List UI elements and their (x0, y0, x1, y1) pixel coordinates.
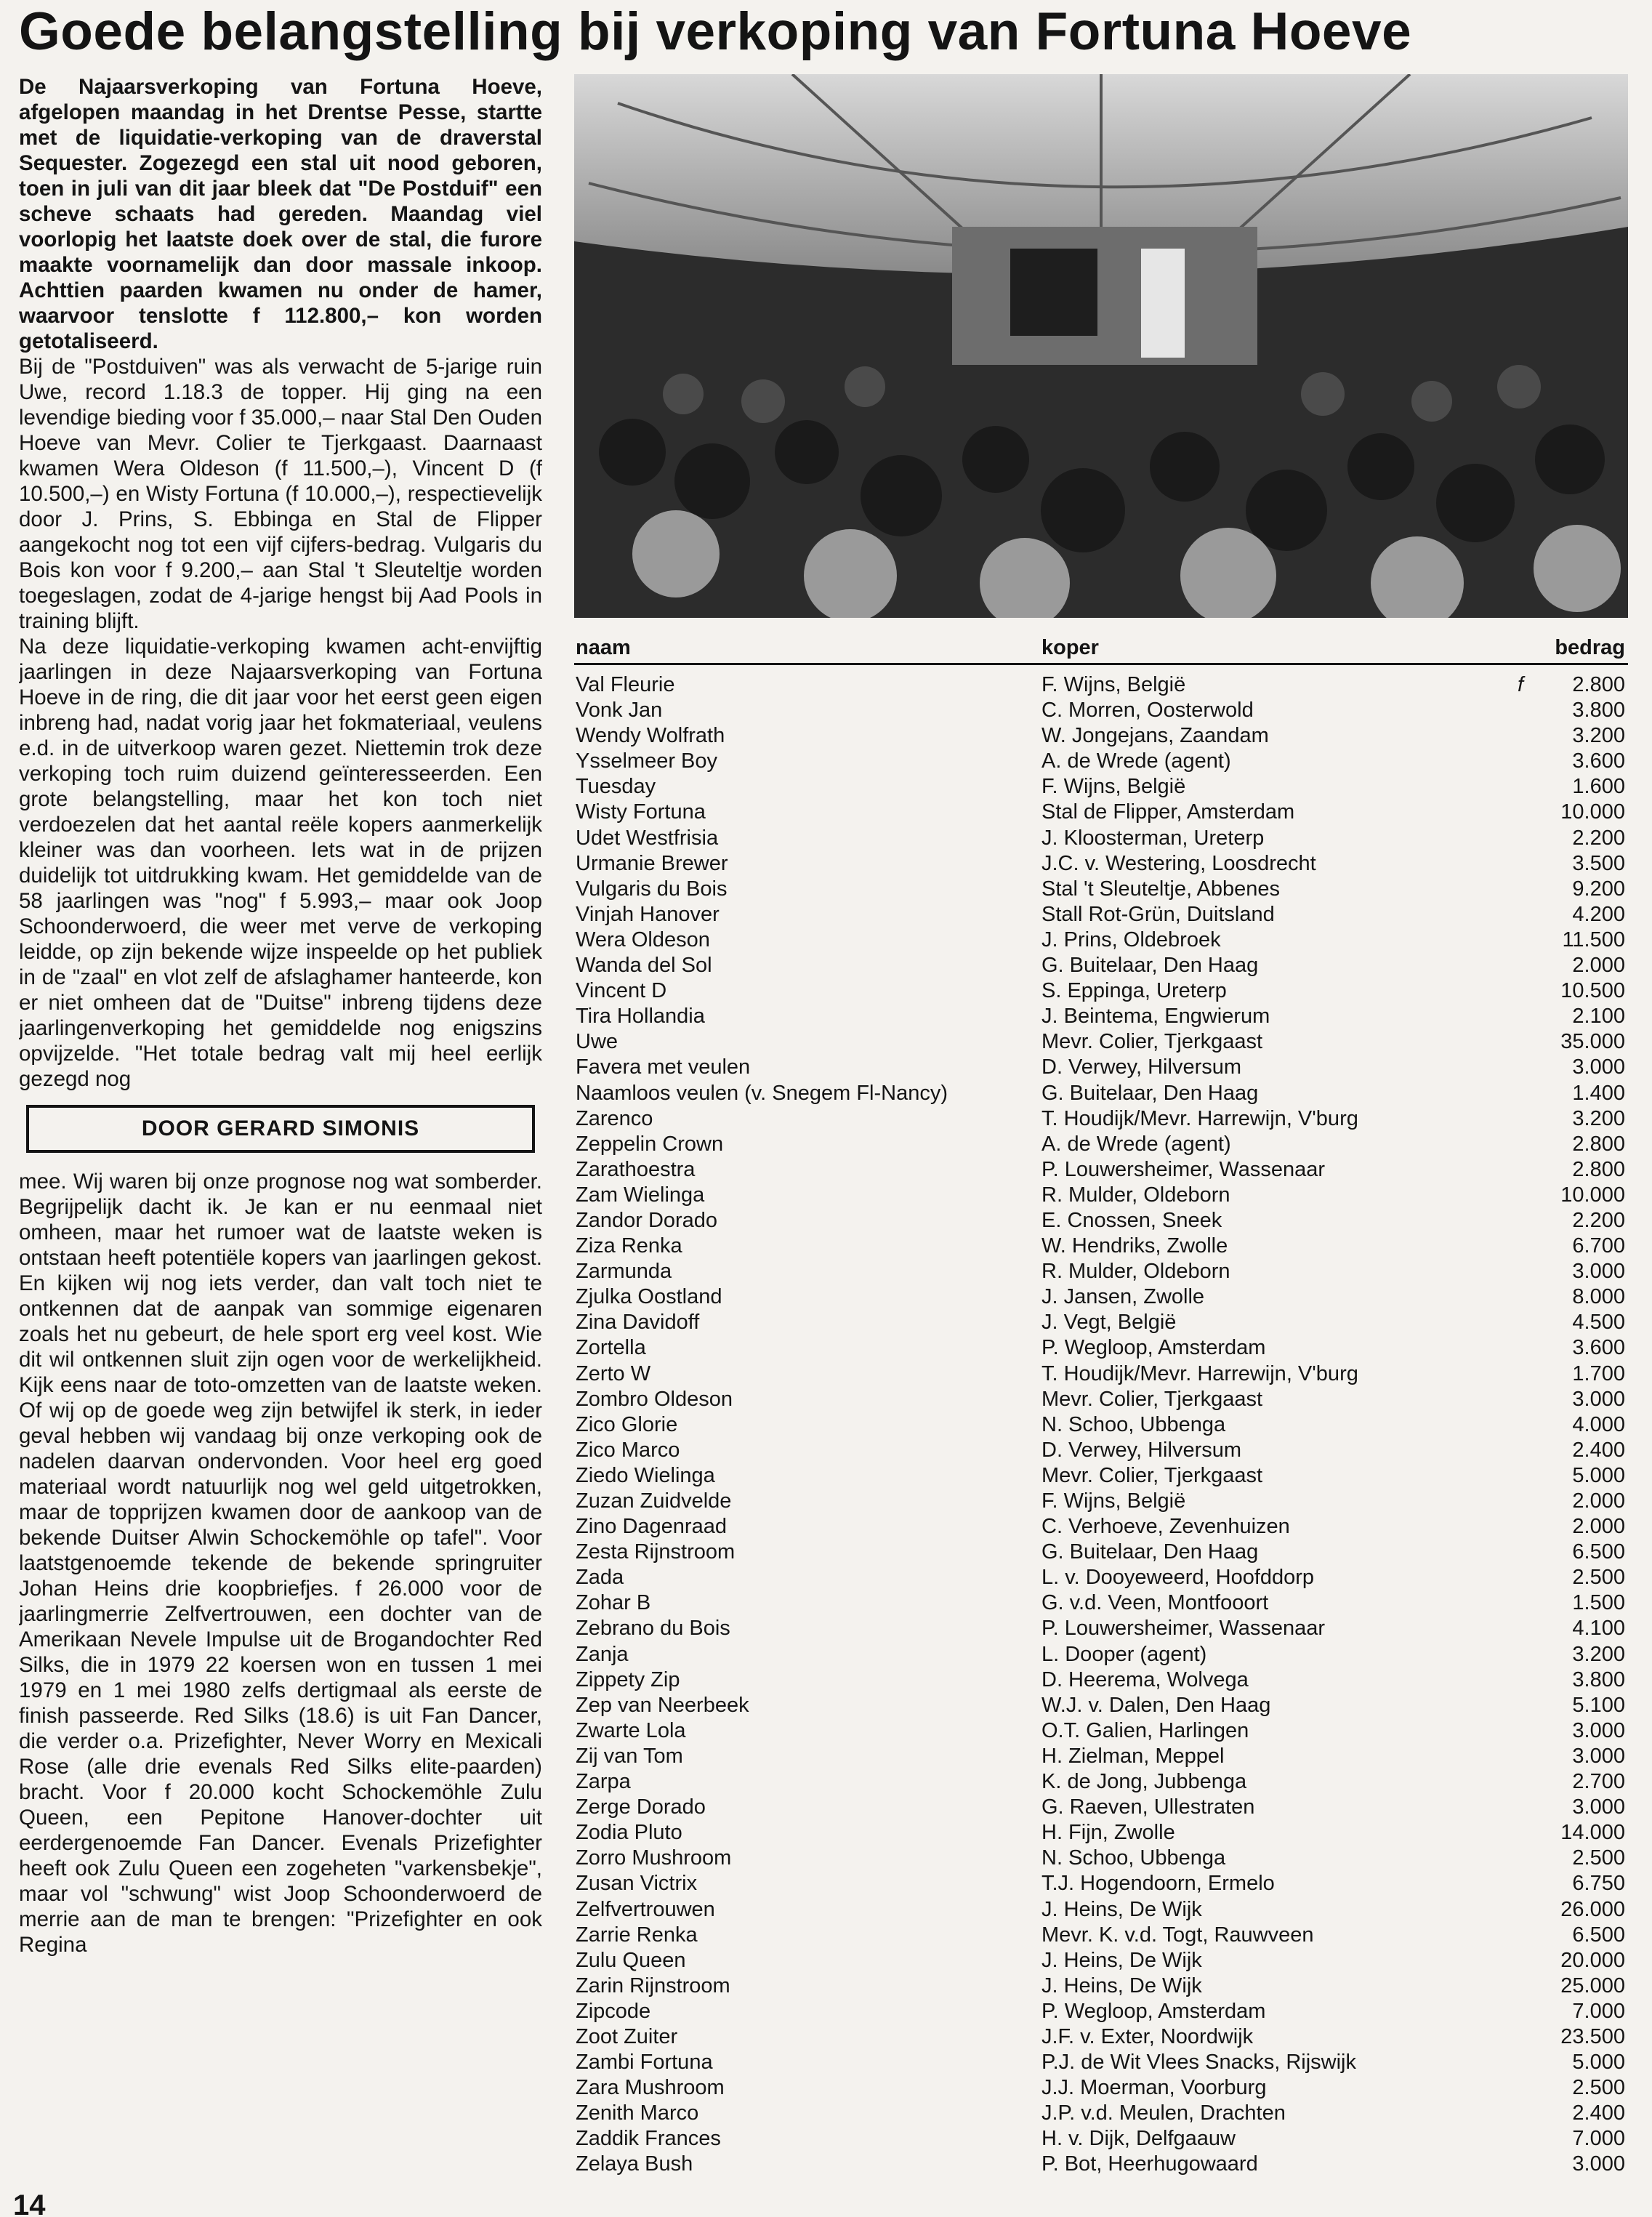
sale-amount: 2.400 (1572, 1438, 1625, 1462)
table-row (574, 1284, 1628, 1310)
horse-name: Zada (576, 1566, 624, 1590)
table-row (574, 2152, 1628, 2177)
sale-amount: 2.800 (1572, 1132, 1625, 1156)
table-row (574, 1387, 1628, 1412)
buyer-name: H. v. Dijk, Delfgaauw (1041, 2127, 1236, 2151)
horse-name: Val Fleurie (576, 673, 675, 696)
sale-amount: 6.500 (1572, 1540, 1625, 1564)
buyer-name: T. Houdijk/Mevr. Harrewijn, V'burg (1041, 1106, 1358, 1130)
buyer-name: H. Zielman, Meppel (1041, 1744, 1225, 1768)
page-number: 14 (13, 2194, 46, 2217)
sale-amount: 1.700 (1572, 1361, 1625, 1385)
table-row (574, 1183, 1628, 1208)
horse-name: Zohar B (576, 1591, 651, 1615)
buyer-name: J.J. Moerman, Voorburg (1041, 2076, 1267, 2100)
sale-amount: 10.000 (1560, 1183, 1625, 1207)
sale-amount: 2.000 (1572, 954, 1625, 978)
sale-amount: 3.500 (1572, 851, 1625, 875)
body-paragraph-1: Bij de "Postduiven" was als verwacht de 5-jarige ruin Uwe, record 1.18.3 de topper. Hij ging na een levendige bieding voor f 35.000,– naar Stal Den Ouden Hoeve van Mevr. Colier te Tjerkgaast. Daarnaast kwamen Wera Oldeson (f 11.500,–), Vincent D (f 10.500,–) en Wisty Fortuna (f 10.000,–), respectievelijk door J. Prins, S. Ebbinga en Stal de Flipper aangekocht nog tot een vijf cijfers-bedrag. Vulgaris du Bois kon voor f 9.200,– aan Stal 't Sleuteltje worden toegeslagen, zodat de 4-jarige hengst bij Aad Pools in training blijft. (19, 355, 542, 633)
buyer-name: K. de Jong, Jubbenga (1041, 1770, 1247, 1794)
buyer-name: R. Mulder, Oldeborn (1041, 1260, 1230, 1284)
table-row (574, 1616, 1628, 1641)
sale-amount: 4.200 (1572, 902, 1625, 926)
sale-amount: 3.000 (1572, 2152, 1625, 2176)
horse-name: Zerge Dorado (576, 1795, 706, 1819)
sale-amount: 2.700 (1572, 1770, 1625, 1794)
sale-amount: 2.500 (1572, 1846, 1625, 1870)
table-row (574, 1897, 1628, 1923)
buyer-name: G. Buitelaar, Den Haag (1041, 1540, 1259, 1564)
horse-name: Zina Davidoff (576, 1311, 700, 1335)
table-row (574, 1132, 1628, 1157)
sale-amount: 3.200 (1572, 1642, 1625, 1666)
auction-tent-photo (574, 74, 1628, 618)
buyer-name: J.P. v.d. Meulen, Drachten (1041, 2101, 1286, 2125)
buyer-name: J. Prins, Oldebroek (1041, 928, 1221, 951)
table-row (574, 1157, 1628, 1183)
table-row (574, 1310, 1628, 1335)
sale-amount: 14.000 (1560, 1821, 1625, 1845)
article-text-column (19, 74, 542, 2217)
horse-name: Zarathoestra (576, 1157, 696, 1181)
table-row (574, 1795, 1628, 1820)
horse-name: Ziza Renka (576, 1234, 682, 1258)
horse-name: Zuzan Zuidvelde (576, 1489, 732, 1513)
horse-name: Zortella (576, 1336, 646, 1360)
currency-symbol: f (1518, 673, 1524, 696)
table-row (574, 1514, 1628, 1540)
table-row (574, 1412, 1628, 1438)
table-row (574, 1361, 1628, 1387)
buyer-name: P. Wegloop, Amsterdam (1041, 1336, 1266, 1360)
table-row (574, 2101, 1628, 2126)
table-row (574, 1999, 1628, 2024)
table-row (574, 1489, 1628, 1514)
table-row (574, 902, 1628, 928)
horse-name: Zino Dagenraad (576, 1515, 727, 1539)
buyer-name: H. Fijn, Zwolle (1041, 1821, 1175, 1845)
sale-amount: 3.800 (1572, 699, 1625, 723)
buyer-name: J. Jansen, Zwolle (1041, 1285, 1205, 1309)
buyer-name: Stal 't Sleuteltje, Abbenes (1041, 877, 1280, 901)
horse-name: Wanda del Sol (576, 954, 712, 978)
buyer-name: P. Bot, Heerhugowaard (1041, 2152, 1258, 2176)
buyer-name: P.J. de Wit Vlees Snacks, Rijswijk (1041, 2051, 1356, 2075)
sale-amount: 2.200 (1572, 826, 1625, 850)
horse-name: Zarmunda (576, 1260, 672, 1284)
buyer-name: L. v. Dooyeweerd, Hoofddorp (1041, 1566, 1315, 1590)
table-row (574, 1693, 1628, 1718)
buyer-name: D. Verwey, Hilversum (1041, 1438, 1242, 1462)
table-header (574, 632, 1628, 665)
table-row (574, 774, 1628, 800)
buyer-name: F. Wijns, België (1041, 673, 1186, 696)
photo-drawing (574, 74, 1628, 618)
horse-name: Zodia Pluto (576, 1821, 682, 1845)
horse-name: Wera Oldeson (576, 928, 710, 951)
sale-amount: 8.000 (1572, 1285, 1625, 1309)
body-paragraph-2: Na deze liquidatie-verkoping kwamen acht-envijftig jaarlingen in deze Najaarsverkoping van Fortuna Hoeve in de ring, die dit jaar voor het eerst geen eigen inbreng had, nadat vorig jaar het fokmateriaal, veulens e.d. in de uitverkoop waren gezet. Niettemin trok deze verkoping toch ruim duizend geïnteresseerden. Een grote belangstelling, maar het kon toch niet verdoezelen dat het aantal reële kopers aanmerkelijk kleiner was dan voorheen. Iets wat in de prijzen duidelijk tot uitdrukking kwam. Het gemiddelde van de 58 jaarlingen was "nog" f 5.993,– maar ook Joop Schoonderwoerd, die weer met verve de verkoping leidde, op zijn bekende wijze inspeelde op het publiek in de "zaal" en vlot zelf de afslaghamer hanteerde, kon er niet omheen dat de "Duitse" inbreng tijdens deze jaarlingenverkoping het gemiddelde nog enigszins opvijzelde. "Het totale bedrag valt mij heel eerlijk gezegd nog (19, 635, 542, 1091)
table-row (574, 2075, 1628, 2101)
table-row (574, 928, 1628, 953)
table-row (574, 978, 1628, 1004)
headline: Goede belangstelling bij verkoping van Fortuna Hoeve (19, 2, 1412, 61)
horse-name: Zeppelin Crown (576, 1132, 724, 1156)
table-row (574, 1004, 1628, 1029)
table-row (574, 1667, 1628, 1693)
horse-name: Wisty Fortuna (576, 800, 706, 824)
buyer-name: J. Heins, De Wijk (1041, 1973, 1202, 1997)
sale-amount: 2.800 (1572, 1157, 1625, 1181)
table-row (574, 1335, 1628, 1361)
sale-amount: 6.500 (1572, 1923, 1625, 1947)
buyer-name: W. Hendriks, Zwolle (1041, 1234, 1228, 1258)
buyer-name: T.J. Hogendoorn, Ermelo (1041, 1872, 1275, 1896)
table-row (574, 1234, 1628, 1259)
buyer-name: G. Buitelaar, Den Haag (1041, 954, 1259, 978)
sale-amount: 10.000 (1560, 800, 1625, 824)
sale-amount: 5.000 (1572, 2051, 1625, 2075)
buyer-name: N. Schoo, Ubbenga (1041, 1412, 1226, 1436)
sale-amount: 1.400 (1572, 1081, 1625, 1105)
horse-name: Vinjah Hanover (576, 902, 720, 926)
table-row (574, 2024, 1628, 2050)
buyer-name: S. Eppinga, Ureterp (1041, 979, 1227, 1003)
table-row (574, 1744, 1628, 1769)
table-row (574, 1590, 1628, 1616)
buyer-name: Mevr. Colier, Tjerkgaast (1041, 1387, 1263, 1411)
horse-name: Zelaya Bush (576, 2152, 693, 2176)
sale-amount: 11.500 (1562, 928, 1625, 951)
sale-amount: 26.000 (1560, 1897, 1625, 1921)
sale-amount: 1.600 (1572, 775, 1625, 799)
table-row (574, 1565, 1628, 1590)
horse-name: Zerto W (576, 1361, 651, 1385)
horse-name: Zoot Zuiter (576, 2024, 678, 2048)
sale-amount: 23.500 (1560, 2024, 1625, 2048)
horse-name: Zandor Dorado (576, 1208, 718, 1232)
buyer-name: Mevr. K. v.d. Togt, Rauwveen (1041, 1923, 1314, 1947)
table-row (574, 1208, 1628, 1234)
horse-name: Zij van Tom (576, 1744, 683, 1768)
table-row (574, 749, 1628, 774)
buyer-name: E. Cnossen, Sneek (1041, 1208, 1222, 1232)
sale-amount: 20.000 (1560, 1948, 1625, 1972)
buyer-name: A. de Wrede (agent) (1041, 749, 1231, 773)
horse-name: Zico Marco (576, 1438, 680, 1462)
buyer-name: Stall Rot-Grün, Duitsland (1041, 902, 1275, 926)
horse-name: Zara Mushroom (576, 2076, 725, 2100)
table-row (574, 877, 1628, 902)
buyer-name: J.C. v. Westering, Loosdrecht (1041, 851, 1316, 875)
sale-amount: 3.600 (1572, 1336, 1625, 1360)
buyer-name: D. Verwey, Hilversum (1041, 1055, 1242, 1079)
table-row (574, 1029, 1628, 1055)
sale-amount: 4.000 (1572, 1412, 1625, 1436)
buyer-name: P. Wegloop, Amsterdam (1041, 1999, 1266, 2023)
table-row (574, 1846, 1628, 1871)
sale-amount: 5.000 (1572, 1463, 1625, 1487)
horse-name: Zusan Victrix (576, 1872, 698, 1896)
table-row (574, 723, 1628, 749)
sale-amount: 6.750 (1572, 1872, 1625, 1896)
sale-amount: 2.200 (1572, 1208, 1625, 1232)
horse-name: Zwarte Lola (576, 1718, 686, 1742)
byline-box: DOOR GERARD SIMONIS (26, 1105, 535, 1153)
buyer-name: J. Vegt, België (1041, 1311, 1177, 1335)
horse-name: Ysselmeer Boy (576, 749, 718, 773)
sale-amount: 2.800 (1572, 673, 1625, 696)
sale-amount: 25.000 (1560, 1973, 1625, 1997)
sale-amount: 3.000 (1572, 1744, 1625, 1768)
table-row (574, 953, 1628, 978)
sale-amount: 10.500 (1560, 979, 1625, 1003)
horse-name: Zipcode (576, 1999, 651, 2023)
table-row (574, 851, 1628, 877)
horse-name: Zippety Zip (576, 1667, 680, 1691)
horse-name: Zarpa (576, 1770, 631, 1794)
column-header-koper: koper (1041, 636, 1099, 659)
horse-name: Vulgaris du Bois (576, 877, 728, 901)
buyer-name: T. Houdijk/Mevr. Harrewijn, V'burg (1041, 1361, 1358, 1385)
buyer-name: P. Louwersheimer, Wassenaar (1041, 1157, 1326, 1181)
buyer-name: W. Jongejans, Zaandam (1041, 724, 1269, 748)
column-header-bedrag: bedrag (1555, 636, 1625, 659)
table-row (574, 698, 1628, 723)
table-row (574, 1820, 1628, 1846)
horse-name: Zanja (576, 1642, 629, 1666)
sale-amount: 3.600 (1572, 749, 1625, 773)
horse-name: Udet Westfrisia (576, 826, 719, 850)
buyer-name: C. Verhoeve, Zevenhuizen (1041, 1515, 1290, 1539)
horse-name: Zarenco (576, 1106, 653, 1130)
horse-name: Tira Hollandia (576, 1005, 705, 1029)
sale-amount: 3.000 (1572, 1387, 1625, 1411)
horse-name: Zarrie Renka (576, 1923, 698, 1947)
sale-amount: 3.200 (1572, 1106, 1625, 1130)
buyer-name: G. v.d. Veen, Montfooort (1041, 1591, 1269, 1615)
sale-amount: 3.800 (1572, 1667, 1625, 1691)
table-row (574, 1973, 1628, 1999)
table-row (574, 2126, 1628, 2152)
horse-name: Zambi Fortuna (576, 2051, 713, 2075)
column-header-naam: naam (576, 636, 631, 659)
table-row (574, 1718, 1628, 1744)
table-row (574, 800, 1628, 825)
horse-name: Vonk Jan (576, 699, 663, 723)
table-row (574, 826, 1628, 851)
table-row (574, 1055, 1628, 1080)
table-row (574, 1948, 1628, 1973)
horse-name: Zulu Queen (576, 1948, 686, 1972)
buyer-name: J. Heins, De Wijk (1041, 1897, 1202, 1921)
horse-name: Zelfvertrouwen (576, 1897, 715, 1921)
sale-amount: 2.000 (1572, 1489, 1625, 1513)
table-row (574, 1106, 1628, 1132)
buyer-name: J. Beintema, Engwierum (1041, 1005, 1270, 1029)
sale-amount: 7.000 (1572, 2127, 1625, 2151)
sale-amount: 5.100 (1572, 1693, 1625, 1717)
sale-amount: 2.400 (1572, 2101, 1625, 2125)
sale-amount: 1.500 (1572, 1591, 1625, 1615)
buyer-name: F. Wijns, België (1041, 1489, 1186, 1513)
table-row (574, 2050, 1628, 2075)
sale-amount: 9.200 (1572, 877, 1625, 901)
table-row (574, 1438, 1628, 1463)
sale-amount: 3.000 (1572, 1260, 1625, 1284)
sale-amount: 7.000 (1572, 1999, 1625, 2023)
sale-amount: 6.700 (1572, 1234, 1625, 1258)
horse-name: Favera met veulen (576, 1055, 751, 1079)
sale-amount: 3.000 (1572, 1055, 1625, 1079)
sale-amount: 3.000 (1572, 1718, 1625, 1742)
horse-name: Zesta Rijnstroom (576, 1540, 736, 1564)
buyer-name: O.T. Galien, Harlingen (1041, 1718, 1249, 1742)
horse-name: Zaddik Frances (576, 2127, 721, 2151)
sale-amount: 4.100 (1572, 1617, 1625, 1641)
buyer-name: C. Morren, Oosterwold (1041, 699, 1254, 723)
sale-amount: 3.000 (1572, 1795, 1625, 1819)
horse-name: Naamloos veulen (v. Snegem Fl-Nancy) (576, 1081, 948, 1105)
table-row (574, 672, 1628, 698)
table-row (574, 1871, 1628, 1896)
horse-name: Zep van Neerbeek (576, 1693, 749, 1717)
horse-name: Zam Wielinga (576, 1183, 705, 1207)
sale-amount: 2.500 (1572, 2076, 1625, 2100)
buyer-name: L. Dooper (agent) (1041, 1642, 1207, 1666)
buyer-name: F. Wijns, België (1041, 775, 1186, 799)
table-row (574, 1259, 1628, 1284)
horse-name: Zjulka Oostland (576, 1285, 722, 1309)
buyer-name: Mevr. Colier, Tjerkgaast (1041, 1463, 1263, 1487)
buyer-name: J. Heins, De Wijk (1041, 1948, 1202, 1972)
table-row (574, 1642, 1628, 1667)
sale-amount: 3.200 (1572, 724, 1625, 748)
table-row (574, 1081, 1628, 1106)
horse-name: Zenith Marco (576, 2101, 699, 2125)
buyer-name: D. Heerema, Wolvega (1041, 1667, 1249, 1691)
buyer-name: J. Kloosterman, Ureterp (1041, 826, 1265, 850)
horse-name: Zebrano du Bois (576, 1617, 730, 1641)
intro-paragraph: De Najaarsverkoping van Fortuna Hoeve, afgelopen maandag in het Drentse Pesse, startte met de liquidatie-verkoping van de draverstal Sequester. Zogezegd een stal uit nood geboren, toen in juli van dit jaar bleek dat "De Postduif" een scheve schaats had gereden. Maandag viel voorlopig het laatste doek over de stal, die furore maakte voornamelijk dan door massale inkoop. Achttien paarden kwamen nu onder de hamer, waarvoor tenslotte f 112.800,– kon worden getotaliseerd. (19, 75, 542, 353)
sale-amount: 2.100 (1572, 1005, 1625, 1029)
table-row (574, 1540, 1628, 1565)
horse-name: Vincent D (576, 979, 667, 1003)
table-row (574, 1463, 1628, 1489)
table-row (574, 1923, 1628, 1948)
buyer-name: N. Schoo, Ubbenga (1041, 1846, 1226, 1870)
body-paragraph-3: mee. Wij waren bij onze prognose nog wat somberder. Begrijpelijk dacht ik. Je kan er nu eenmaal niet omheen, maar het rumoer wat de laatste weken is ontstaan heeft potentiële kopers van jaarlingen gekost. En kijken wij nog iets verder, dan valt toch niet te ontkennen dat de aanpak van sommige eigenaren zoals het nu gebeurt, de hele sport erg veel kost. Wie dit wil ontkennen sluit zijn ogen voor de werkelijkheid. Kijk eens naar de toto-omzetten van de laatste weken. Of wij op de goede weg zijn betwijfel ik sterk, in ieder geval hebben wij vandaag bij onze verkoping ook de nadelen daarvan ondervonden. Voor heel erg goed materiaal wordt natuurlijk nog wel geld uitgetrokken, maar de topprijzen kwamen door de aankoop van de bekende Duitser Alwin Schockemöhle op tafel". Voor laatstgenoemde tekende de bekende springruiter Johan Heins drie koopbriefjes. f 26.000 voor de jaarlingmerrie Zelfvertrouwen, een dochter van de Amerikaan Nevele Impulse uit de Brogandochter Red Silks, die in 1979 22 koersen won en tussen 1 mei 1979 en 1 mei 1980 zelfs dertigmaal als eerste de finish passeerde. Red Silks (18.6) is uit Fan Dancer, die verder o.a. Prizefighter, Never Worry en Mexicali Rose (alle drie evenals Red Silks elite-paarden) bracht. Voor f 20.000 kocht Schockemöhle Zulu Queen, een Pepitone Hanover-dochter uit eerdergenoemde Fan Dancer. Evenals Prizefighter heeft ook Zulu Queen een zogeheten "varkensbekje", maar vol "schwung" wist Joop Schoonderwoerd de merrie aan de man te brengen: "Prizefighter en ook Regina (19, 1170, 542, 1957)
sale-amount: 2.000 (1572, 1515, 1625, 1539)
buyer-name: G. Raeven, Ullestraten (1041, 1795, 1255, 1819)
sale-amount: 4.500 (1572, 1311, 1625, 1335)
sale-amount: 2.500 (1572, 1566, 1625, 1590)
horse-name: Zorro Mushroom (576, 1846, 732, 1870)
horse-name: Zombro Oldeson (576, 1387, 733, 1411)
buyer-name: G. Buitelaar, Den Haag (1041, 1081, 1259, 1105)
buyer-name: A. de Wrede (agent) (1041, 1132, 1231, 1156)
buyer-name: Stal de Flipper, Amsterdam (1041, 800, 1295, 824)
buyer-name: P. Louwersheimer, Wassenaar (1041, 1617, 1326, 1641)
buyer-name: W.J. v. Dalen, Den Haag (1041, 1693, 1271, 1717)
horse-name: Zarin Rijnstroom (576, 1973, 730, 1997)
horse-name: Tuesday (576, 775, 656, 799)
horse-name: Wendy Wolfrath (576, 724, 725, 748)
sales-table (574, 632, 1628, 2202)
buyer-name: Mevr. Colier, Tjerkgaast (1041, 1030, 1263, 1054)
sale-amount: 35.000 (1560, 1030, 1625, 1054)
horse-name: Urmanie Brewer (576, 851, 728, 875)
horse-name: Ziedo Wielinga (576, 1463, 715, 1487)
buyer-name: R. Mulder, Oldeborn (1041, 1183, 1230, 1207)
table-body (574, 672, 1628, 2178)
horse-name: Zico Glorie (576, 1412, 678, 1436)
buyer-name: J.F. v. Exter, Noordwijk (1041, 2024, 1254, 2048)
table-row (574, 1769, 1628, 1795)
horse-name: Uwe (576, 1030, 619, 1054)
